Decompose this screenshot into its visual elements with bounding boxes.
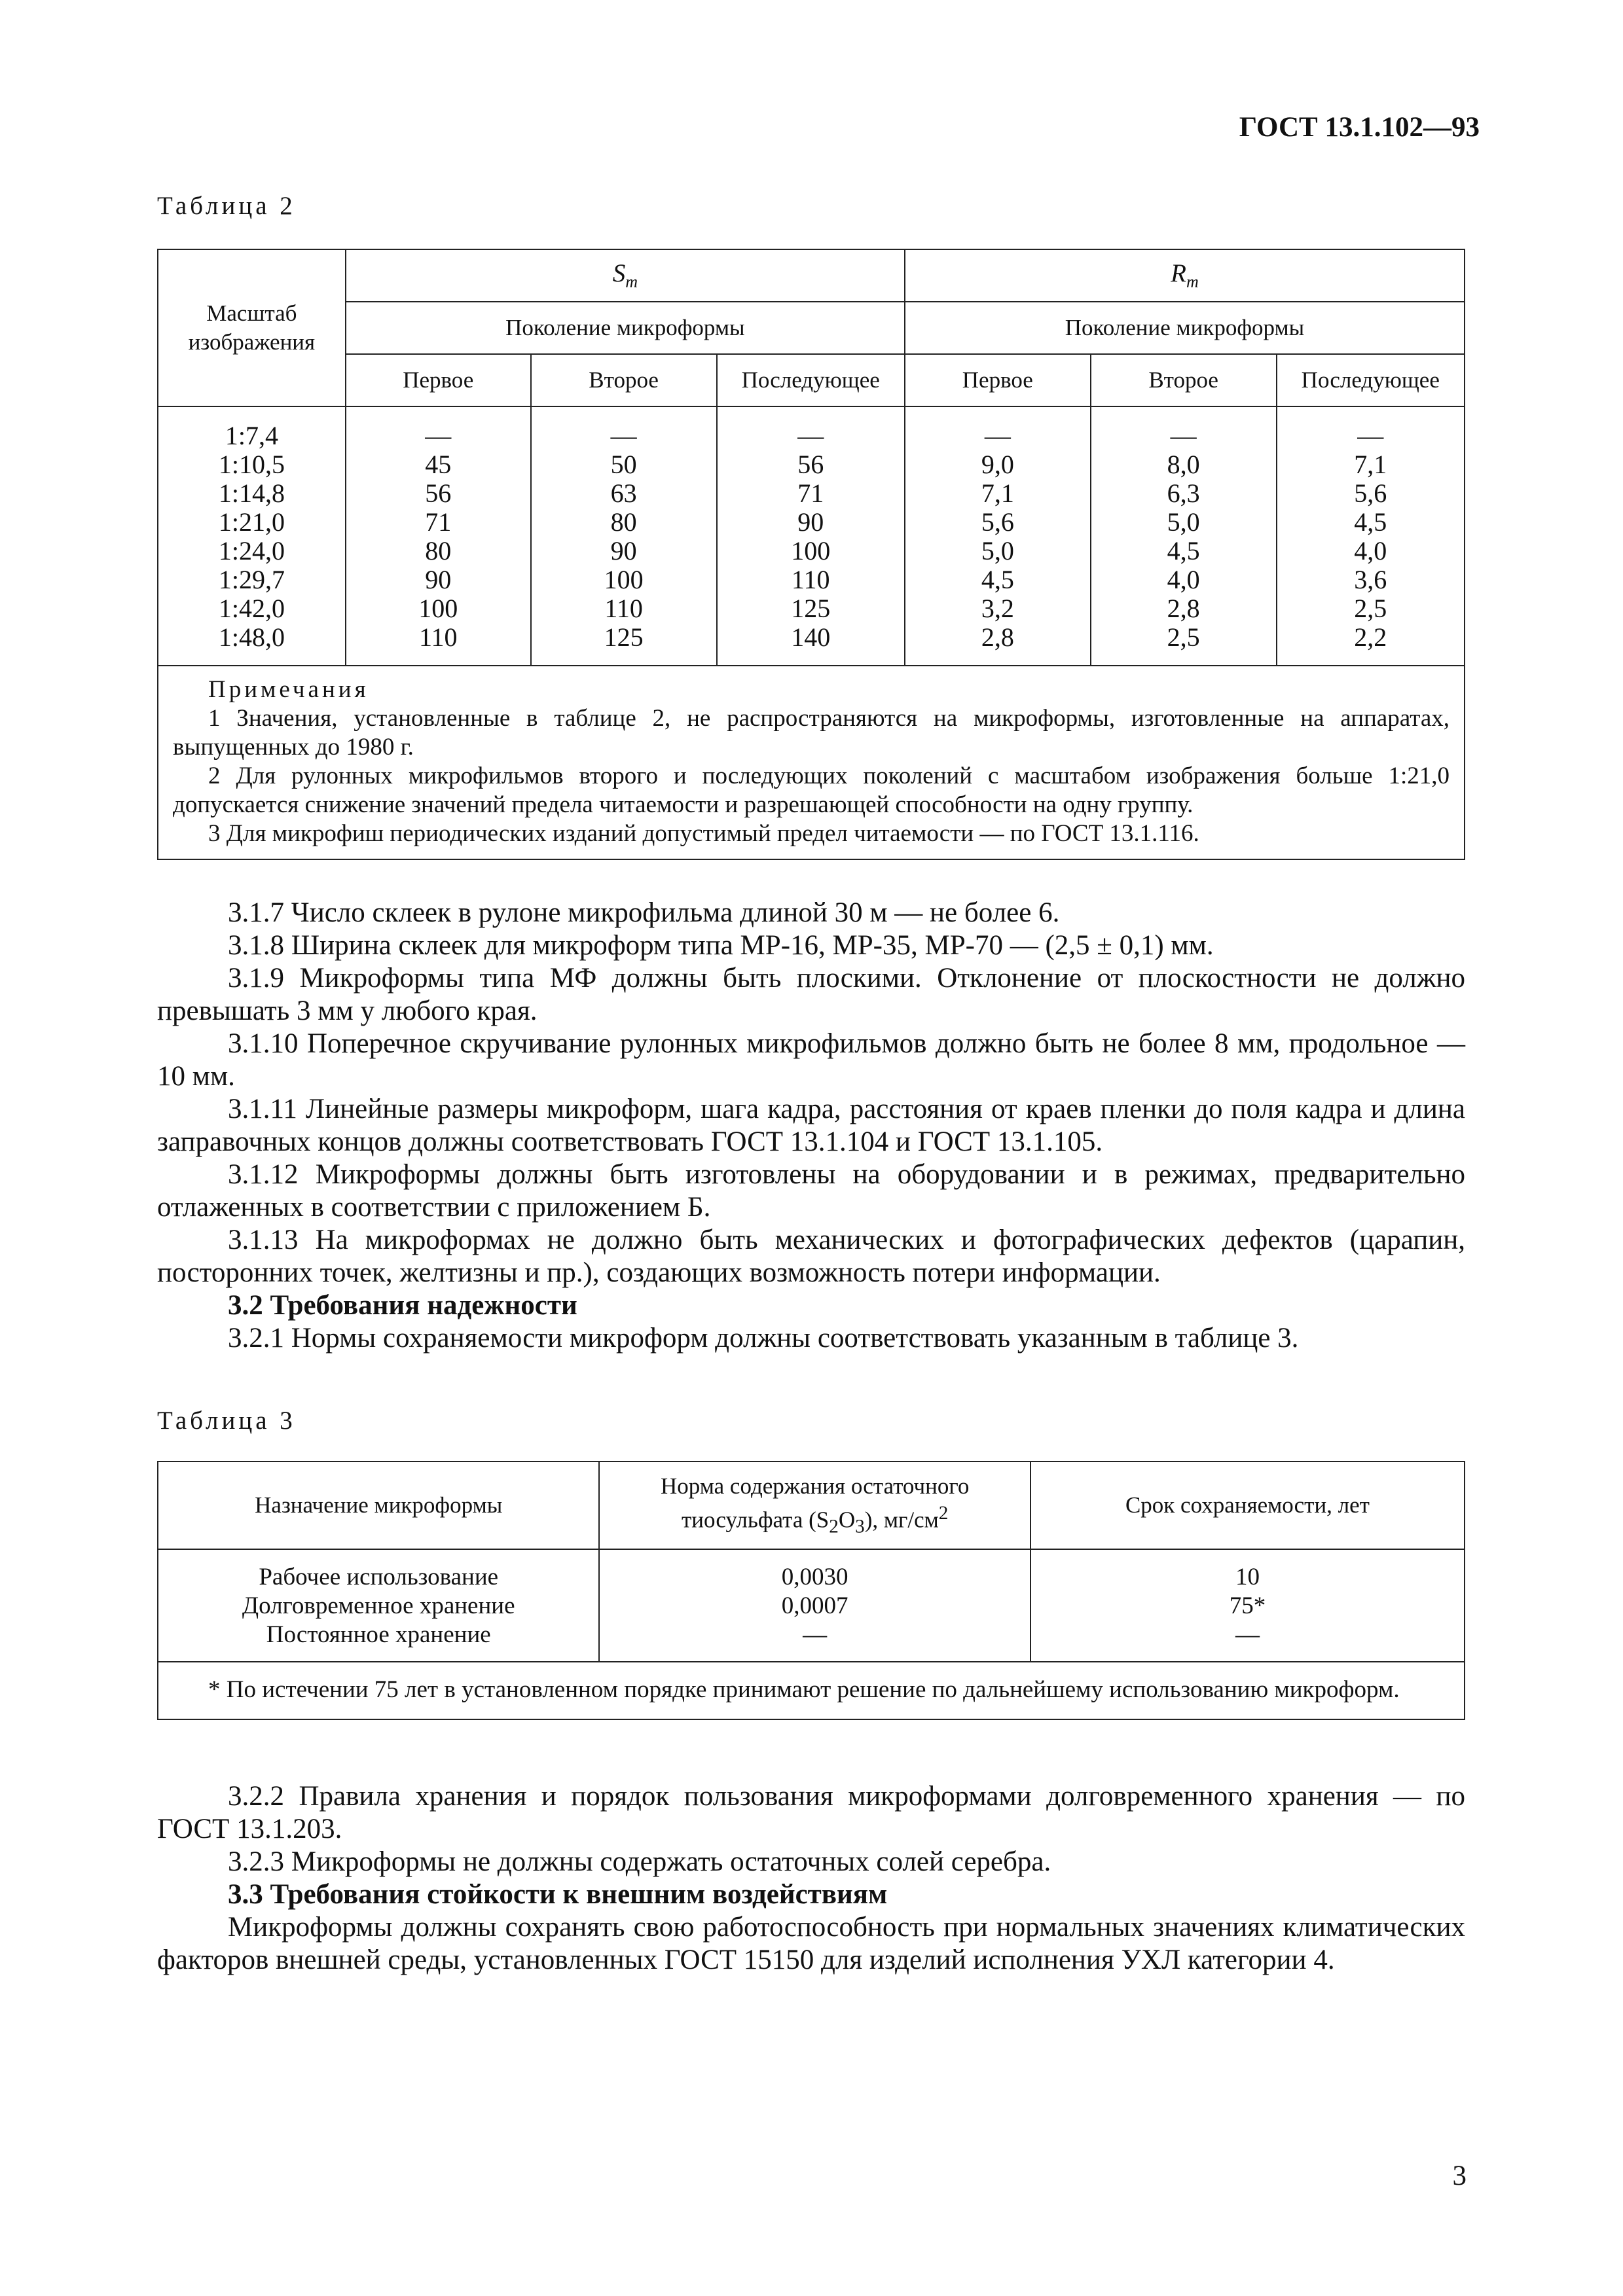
para-3-1-12: 3.1.12 Микроформы должны быть изготовлены на оборудовании и в режимах, предварительно отлаженных в соответствии с приложением Б. (157, 1159, 1465, 1223)
subheader-sm-second: Второе (531, 354, 717, 406)
section-3-3-heading: 3.3 Требования стойкости к внешним воздействиям (228, 1879, 888, 1910)
sm-first-column: — 45 56 71 80 90 100 110 (346, 406, 531, 666)
para-3-1-13: 3.1.13 На микроформах не должно быть механических и фотографических дефектов (царапин, посторонних точек, желтизны и пр.), создающих возможность потери информации. (157, 1225, 1465, 1288)
para-3-3: Микроформы должны сохранять свою работоспособность при нормальных значениях климатических факторов внешней среды, установленных ГОСТ 15150 для изделий исполнения УХЛ категории 4. (157, 1912, 1465, 1975)
subheader-rm-first: Первое (905, 354, 1091, 406)
document-header: ГОСТ 13.1.102—93 (1239, 112, 1480, 143)
rm-first-column: — 9,0 7,1 5,6 5,0 4,5 3,2 2,8 (905, 406, 1091, 666)
para-3-2-2: 3.2.2 Правила хранения и порядок пользования микроформами долговременного хранения — по ГОСТ 13.1.203. (157, 1781, 1465, 1844)
para-3-1-11: 3.1.11 Линейные размеры микроформ, шага кадра, расстояния от краев пленки до поля кадра и длина заправочных концов должны соответствовать ГОСТ 13.1.104 и ГОСТ 13.1.105. (157, 1094, 1465, 1157)
term-column: 10 75* — (1030, 1549, 1465, 1662)
table2-notes (158, 666, 1465, 859)
table2-caption: Таблица 2 (157, 192, 296, 220)
term-header: Срок сохраняемости, лет (1030, 1462, 1465, 1549)
page-number: 3 (1452, 2161, 1467, 2191)
scale-header: Масштаб изображения (158, 249, 346, 406)
para-3-1-10: 3.1.10 Поперечное скручивание рулонных микрофильмов должно быть не более 8 мм, продольное — 10 мм. (157, 1028, 1465, 1092)
table-2 (157, 249, 1465, 860)
rm-group-header: $R_m$ (905, 249, 1465, 302)
note-1: 1 Значения, установленные в таблице 2, не распространяются на микроформы, изготовленные на аппаратах, выпущенных до 1980 г. (173, 705, 1450, 761)
subheader-sm-first: Первое (346, 354, 531, 406)
sm-generation-header: Поколение микроформы (346, 302, 905, 354)
notes-title: Примечания (208, 676, 369, 703)
section-3-2-heading: 3.2 Требования надежности (228, 1290, 577, 1321)
table-3 (157, 1461, 1465, 1720)
purpose-column: Рабочее использование Долговременное хранение Постоянное хранение (158, 1549, 599, 1662)
rm-generation-header: Поколение микроформы (905, 302, 1465, 354)
sm-next-column: — 56 71 90 100 110 125 140 (717, 406, 905, 666)
section-32-33-body (157, 1780, 1465, 1977)
para-3-1-8: 3.1.8 Ширина склеек для микроформ типа МР-16, МР-35, МР-70 — (2,5 ± 0,1) мм. (228, 930, 1214, 961)
rm-second-column: — 8,0 6,3 5,0 4,5 4,0 2,8 2,5 (1091, 406, 1277, 666)
norm-header: Норма содержания остаточного тиосульфата $(S_2O_3)$, $мг/см^2$ (599, 1462, 1030, 1549)
norm-column: 0,0030 0,0007 — (599, 1549, 1030, 1662)
para-3-2-1: 3.2.1 Нормы сохраняемости микроформ должны соответствовать указанным в таблице 3. (228, 1323, 1299, 1354)
sm-second-column: — 50 63 80 90 100 110 125 (531, 406, 717, 666)
sm-group-header: $S_m$ (346, 249, 905, 302)
para-3-1-7: 3.1.7 Число склеек в рулоне микрофильма длиной 30 м — не более 6. (228, 897, 1060, 928)
note-2: 2 Для рулонных микрофильмов второго и последующих поколений с масштабом изображения больше 1:21,0 допускается снижение значений предела читаемости и разрешающей способности на одну группу. (173, 762, 1450, 818)
table3-caption: Таблица 3 (157, 1407, 296, 1435)
table3-footnote: * По истечении 75 лет в установленном порядке принимают решение по дальнейшему использованию микроформ. (158, 1662, 1465, 1719)
subheader-sm-next: Последующее (717, 354, 905, 406)
rm-next-column: — 7,1 5,6 4,5 4,0 3,6 2,5 2,2 (1277, 406, 1465, 666)
purpose-header: Назначение микроформы (158, 1462, 599, 1549)
subheader-rm-second: Второе (1091, 354, 1277, 406)
scale-column: 1:7,4 1:10,5 1:14,8 1:21,0 1:24,0 1:29,7 1:42,0 1:48,0 (158, 406, 346, 666)
note-3: 3 Для микрофиш периодических изданий допустимый предел читаемости — по ГОСТ 13.1.116. (208, 820, 1199, 847)
section-31-body (157, 897, 1465, 1355)
para-3-2-3: 3.2.3 Микроформы не должны содержать остаточных солей серебра. (228, 1846, 1051, 1877)
subheader-rm-next: Последующее (1277, 354, 1465, 406)
para-3-1-9: 3.1.9 Микроформы типа МФ должны быть плоскими. Отклонение от плоскостности не должно превышать 3 мм у любого края. (157, 963, 1465, 1026)
